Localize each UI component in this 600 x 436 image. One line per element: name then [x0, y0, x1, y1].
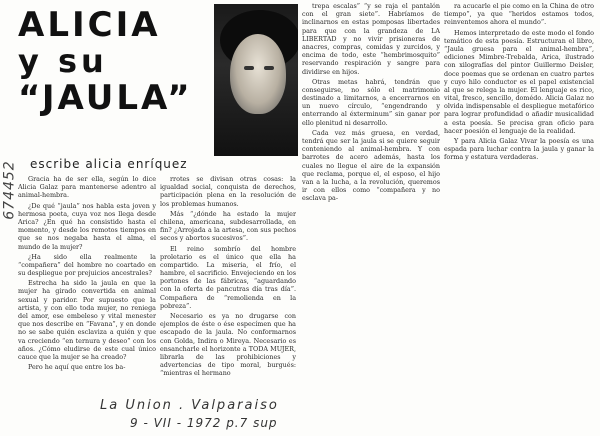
paragraph: ¿De qué “jaula” nos habla esta joven y hermosa poeta, cuya voz nos llega desde Arica? ¿En qué ha consistido hasta el momento, y desde los remotos tiempos en que se nos negaba hasta el alma, el mundo de la mujer?: [18, 201, 156, 251]
article-column-3: [302, 2, 440, 398]
paragraph: Estrecha ha sido la jaula en que la mujer ha girado convertida en animal sexual y paridor. Por supuesto que la artista, y con ello toda mujer, no reniega del amor, ese embeleso y vital menester que nos describe en “Favana”, y en donde no se sabe quién esclaviza a quién y que va creciendo “en ternura y deseo” con los años. ¿Cómo eludirse de este cual único cauce que la mujer se ha creado?: [18, 279, 156, 361]
handwritten-date: 9 - VII - 1972 p.7 sup: [130, 416, 278, 430]
article-column-4: [444, 2, 594, 398]
paragraph: Necesario es ya no drugarse con ejemplos de éste o ése especímen que ha escapado de la jaula. No conformarnos con Golda, Indira o Mireya. Necesario es ensancharle el horizonte a TODA MUJER, librarla de las prohibiciones y advertencias de tipo moral, burgués: “mientras el hermano: [160, 312, 296, 378]
paragraph: ra acucarle el pie como en la China de otro tiempo”, ya que “heridos estamos todos, reinventemos ahora el mundo”.: [444, 2, 594, 27]
headline: [18, 5, 210, 119]
portrait-eye-left: [244, 66, 254, 70]
paragraph: Cada vez más gruesa, en verdad, tendrá que ser la jaula si se quiere seguir conteniendo al animal-hembra. Y con barrotes de acero además, hasta los cuales no llegue el aire de la expansión que reclama, porque el, el esposo, el hijo van a la lucha, a la revolución, queremos ir con ellos como “compañera y no esclava pa-: [302, 128, 440, 203]
side-catalog-number: 674452: [2, 160, 19, 220]
paragraph: El reino sombrío del hombre proletario es el único que ella ha compartido. La miseria, el frío, el hambre, el sacrificio. Envejeciendo en los portones de las fábricas, “aguardando con la oferta de pancutras día tras día”. Compañera de “remolienda en la pobreza”.: [160, 244, 296, 310]
paragraph: rrotes se divisan otras cosas: la igualdad social, conquista de derechos, participación plena en la resolución de los problemas humanos.: [160, 175, 296, 208]
paragraph: Más “¿dónde ha estado la mujer chilena, americana, subdesarrollada, en fin? ¿Arrojada a la artesa, con sus pechos secos y abortos sucesivos”.: [160, 209, 296, 243]
paragraph: Hemos interpretado de este modo el fondo temático de esta poesía. Estructuran el libro, “Jaula gruesa para el animal-hembra”, ediciones Mimbre-Trebalda, Arica, ilustrado con xilografías del pintor Guillermo Deisler, doce poemas que se ordenan en cuatro partes y cuyo hilo conductor es el papel existencial al que se relega la mujer. El lenguaje es rico, vital, fresco, sencillo, domédo. Alicia Galaz no olvida indispensable el despliegue metafórico para lograr profundidad o añadir musicalidad a esta poesía. Se precisa gran oficio para hacer poesión el lenguaje de la realidad.: [444, 28, 594, 135]
headline-line-1: ALICIA: [18, 5, 161, 45]
byline: escribe alicia enríquez: [30, 157, 188, 171]
article-column-2: [160, 175, 296, 397]
paragraph: Pero he aquí que entre los ba-: [28, 363, 126, 372]
handwritten-source-note: [100, 398, 400, 430]
author-portrait-photo: [214, 4, 298, 156]
paragraph: Gracia ha de ser ella, según lo dice Alicia Galaz para mantenerse adentro al animal-hembra.: [18, 175, 156, 200]
paragraph: Otras metas habrá, tendrán que conseguirse, no sólo el matrimonio destinado a limitarnos, a encerrarnos en un nuevo círculo, “engendrando y enterrando al éxterminum” sin ganar por ello plenitud ni desarrollo.: [302, 77, 440, 127]
headline-line-2: y su: [18, 41, 108, 80]
portrait-eye-right: [264, 66, 274, 70]
paragraph: ¿Ha sido ella realmente la “compañera” del hombre no coartado en su despliegue por prejuicios ancestrales?: [18, 252, 156, 278]
paragraph: Y para Alicia Galaz Vivar la poesía es una espada para luchar contra la jaula y ganar la forma y estatura verdaderas.: [444, 137, 594, 162]
handwritten-source: La Union . Valparaiso: [100, 398, 279, 413]
paragraph: trepa escalas” “y se raja el pantalón con el gran siete”. Habríamos de inclinarnos en estas pomposas libertades para que con la grandeza de LA LIBERTAD y no vivir prisioneras de anacres, compras, comidas y zurcidos, y encima de todo, este “hembrimosquito” reservando respiración y sangre para dividirse en hijos.: [302, 2, 440, 76]
portrait-face-shape: [230, 34, 286, 114]
article-column-1: [18, 175, 156, 397]
headline-line-3: “JAULA”: [18, 78, 193, 119]
